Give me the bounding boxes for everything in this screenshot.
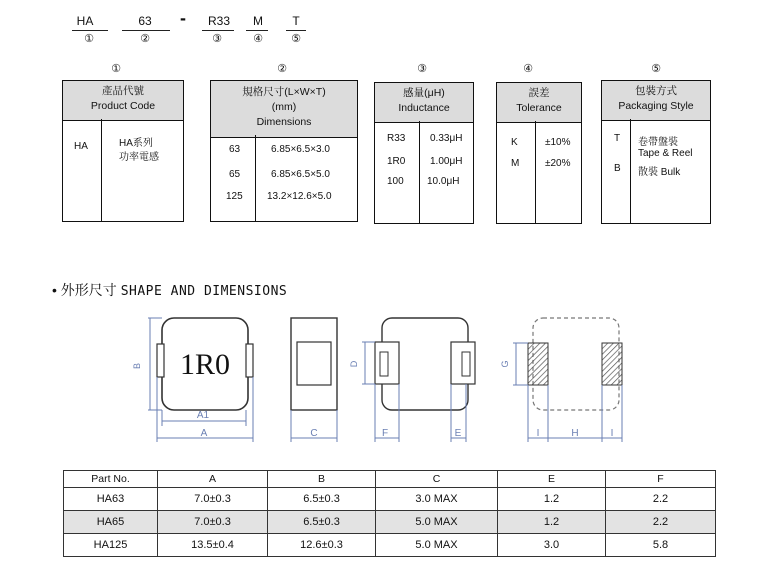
packaging-desc-line2: Tape & Reel bbox=[638, 148, 693, 159]
size-desc: 13.2×12.6×5.0 bbox=[267, 191, 332, 202]
header-e: E bbox=[498, 471, 606, 488]
cell-e: 1.2 bbox=[498, 511, 606, 534]
dim-label-h: H bbox=[571, 428, 579, 439]
size-desc: 6.85×6.5×5.0 bbox=[271, 169, 330, 180]
box-title-cn: 規格尺寸(L×W×T) bbox=[242, 86, 326, 98]
top-view bbox=[132, 318, 253, 442]
product-code-value: HA bbox=[74, 141, 88, 152]
table-row bbox=[64, 511, 716, 534]
dim-label-b: B bbox=[132, 362, 142, 370]
box-title-cn: 感量(μH) bbox=[403, 87, 445, 99]
dimension-table bbox=[63, 470, 716, 557]
cell-a: 7.0±0.3 bbox=[158, 488, 268, 511]
size-code: 63 bbox=[229, 144, 241, 155]
cell-part-no: HA63 bbox=[64, 488, 158, 511]
code-part-size: 63 bbox=[138, 14, 152, 28]
box-title-cn: 產品代號 bbox=[102, 85, 144, 97]
code-part-tolerance: M bbox=[253, 14, 263, 28]
cell-b: 6.5±0.3 bbox=[268, 511, 376, 534]
dim-label-d: D bbox=[349, 360, 359, 368]
code-number: ③ bbox=[212, 33, 222, 45]
dim-label-g: G bbox=[500, 360, 510, 368]
box-number: ② bbox=[277, 63, 287, 75]
cell-c: 3.0 MAX bbox=[376, 488, 498, 511]
bullet: • bbox=[52, 282, 57, 298]
bottom-view bbox=[349, 318, 475, 442]
cell-part-no: HA125 bbox=[64, 534, 158, 557]
inductance-code: R33 bbox=[387, 133, 406, 144]
side-view bbox=[291, 318, 337, 442]
inductance-code: 1R0 bbox=[387, 156, 406, 167]
box-title-cn: 誤差 bbox=[528, 87, 550, 99]
dim-label-e: E bbox=[454, 428, 462, 439]
product-desc-line2: 功率電感 bbox=[119, 152, 159, 163]
box-title-en: Tolerance bbox=[516, 102, 562, 114]
cell-b: 6.5±0.3 bbox=[268, 488, 376, 511]
dim-label-c: C bbox=[310, 428, 318, 439]
cell-a: 7.0±0.3 bbox=[158, 511, 268, 534]
header-part-no: Part No. bbox=[64, 471, 158, 488]
terminal-left bbox=[157, 344, 164, 377]
dim-label-a1: A1 bbox=[196, 410, 210, 421]
product-desc-line1: HA系列 bbox=[119, 138, 153, 149]
cell-c: 5.0 MAX bbox=[376, 534, 498, 557]
inductance-value: 10.0μH bbox=[427, 176, 460, 187]
terminal-right bbox=[246, 344, 253, 377]
cell-e: 3.0 bbox=[498, 534, 606, 557]
land-pattern-view bbox=[500, 318, 622, 442]
section-title-en: SHAPE AND DIMENSIONS bbox=[120, 284, 288, 299]
box-title-en: Dimensions bbox=[256, 116, 312, 128]
code-number: ① bbox=[84, 33, 94, 45]
box-number: ⑤ bbox=[651, 63, 661, 75]
inductance-code: 100 bbox=[387, 176, 404, 187]
packaging-code: B bbox=[614, 163, 621, 174]
box-number: ① bbox=[111, 63, 121, 75]
dim-label-i-left: I bbox=[536, 428, 540, 439]
dim-label-i-right: I bbox=[610, 428, 614, 439]
land-pad-right bbox=[602, 343, 622, 385]
cell-part-no: HA65 bbox=[64, 511, 158, 534]
header-a: A bbox=[158, 471, 268, 488]
cell-e: 1.2 bbox=[498, 488, 606, 511]
inductance-value: 0.33μH bbox=[430, 133, 463, 144]
size-desc: 6.85×6.5×3.0 bbox=[271, 144, 330, 155]
packaging-desc-line1: 卷帶盤裝 bbox=[638, 137, 678, 148]
box-title-en: Product Code bbox=[90, 100, 156, 112]
dim-label-f: F bbox=[381, 428, 389, 439]
box-number: ④ bbox=[523, 63, 533, 75]
code-part-inductance: R33 bbox=[207, 14, 230, 28]
header-c: C bbox=[376, 471, 498, 488]
cell-f: 2.2 bbox=[606, 488, 716, 511]
land-pad-left bbox=[528, 343, 548, 385]
size-code: 125 bbox=[226, 191, 243, 202]
size-code: 65 bbox=[229, 169, 241, 180]
cell-c: 5.0 MAX bbox=[376, 511, 498, 534]
packaging-desc: 散裝 Bulk bbox=[638, 167, 681, 178]
table-header-row bbox=[64, 471, 716, 488]
packaging-code: T bbox=[614, 133, 621, 144]
terminal-face bbox=[297, 342, 331, 385]
header-f: F bbox=[606, 471, 716, 488]
box-title-en: Packaging Style bbox=[618, 100, 694, 112]
box-number: ③ bbox=[417, 63, 427, 75]
cell-f: 2.2 bbox=[606, 511, 716, 534]
cell-a: 13.5±0.4 bbox=[158, 534, 268, 557]
code-part-packaging: T bbox=[292, 14, 300, 28]
box-title-en: Inductance bbox=[398, 102, 450, 114]
cell-f: 5.8 bbox=[606, 534, 716, 557]
box-title-mid: (mm) bbox=[271, 101, 297, 113]
tolerance-code: K bbox=[511, 137, 518, 148]
code-part-series: HA bbox=[76, 14, 94, 28]
tolerance-value: ±20% bbox=[545, 158, 571, 169]
code-dash: - bbox=[180, 8, 186, 28]
box-title-cn: 包裝方式 bbox=[635, 85, 677, 97]
header-b: B bbox=[268, 471, 376, 488]
inductance-value: 1.00μH bbox=[430, 156, 463, 167]
section-title-cn: 外形尺寸 bbox=[60, 282, 117, 298]
tolerance-value: ±10% bbox=[545, 137, 571, 148]
component-marking: 1R0 bbox=[179, 348, 231, 381]
code-number: ⑤ bbox=[291, 33, 301, 45]
code-number: ④ bbox=[253, 33, 263, 45]
cell-b: 12.6±0.3 bbox=[268, 534, 376, 557]
code-number: ② bbox=[140, 33, 150, 45]
tolerance-code: M bbox=[511, 158, 520, 169]
table-row bbox=[64, 488, 716, 511]
table-row bbox=[64, 534, 716, 557]
dim-label-a: A bbox=[200, 428, 208, 439]
